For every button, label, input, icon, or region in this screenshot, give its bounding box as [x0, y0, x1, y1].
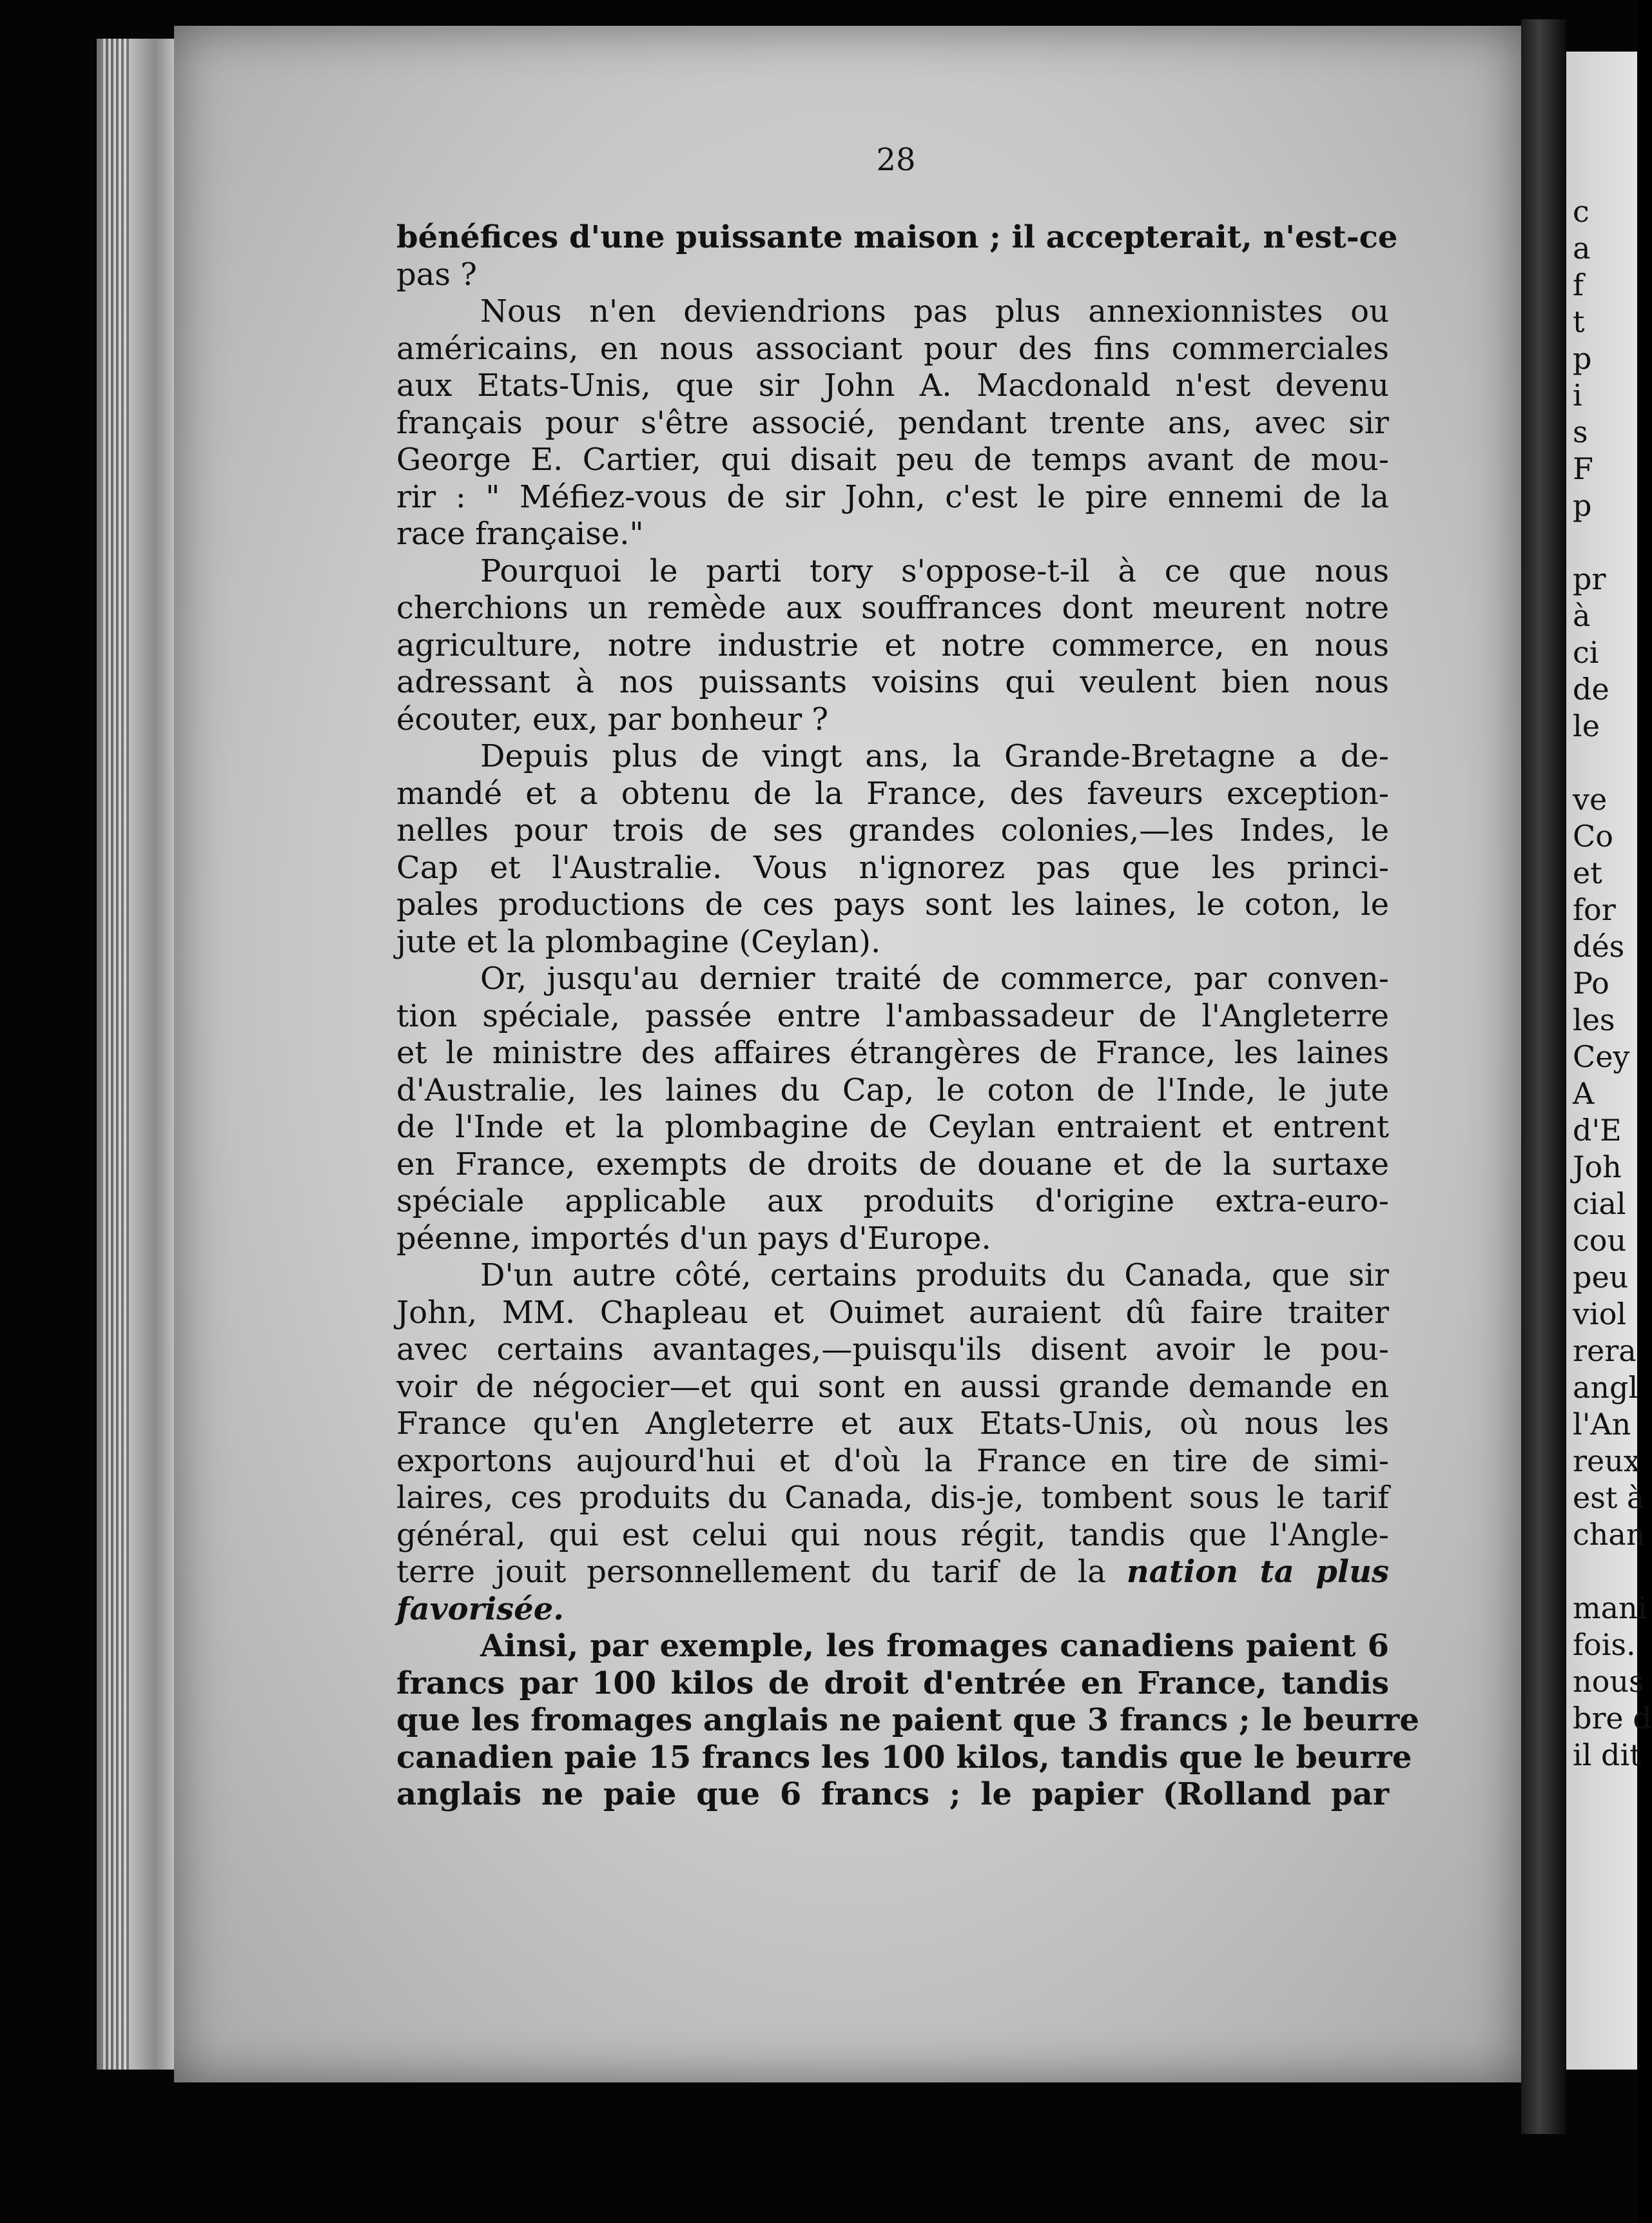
- text-line: [396, 293, 1389, 331]
- text-line-content: Ainsi, par exemple, les fromages canadiens paient 6: [480, 1628, 1389, 1664]
- text-line: [396, 1776, 1389, 1814]
- text-line: [396, 1554, 1389, 1591]
- text-line: [396, 850, 1389, 887]
- right-page-fragment: cou: [1573, 1223, 1627, 1258]
- right-page-fragment: bre d: [1573, 1701, 1652, 1736]
- right-page-fragment: a: [1573, 231, 1591, 266]
- page-edge-stack: [103, 39, 129, 2070]
- text-line: [396, 1183, 1389, 1220]
- text-line-content: D'un autre côté, certains produits du Canada, que sir: [480, 1257, 1389, 1293]
- text-line-content: John, MM. Chapleau et Ouimet auraient dû faire traiter: [396, 1294, 1389, 1331]
- text-line-content: favorisée.: [396, 1591, 564, 1627]
- text-line: [396, 1591, 1389, 1629]
- right-page-fragment: p: [1573, 341, 1592, 376]
- right-page-fragment: Co: [1573, 819, 1613, 854]
- right-page-fragment: reux: [1573, 1444, 1640, 1478]
- text-line-content: Cap et l'Australie. Vous n'ignorez pas que les princi-: [396, 849, 1389, 886]
- text-line-content: cherchions un remède aux souffrances dont meurent notre: [396, 590, 1389, 626]
- text-line-content: bénéfices d'une puissante maison ; il accepterait, n'est-ce: [396, 219, 1398, 255]
- right-page-fragment: i: [1573, 378, 1582, 413]
- right-page-fragment: est à: [1573, 1480, 1645, 1515]
- text-line-content: canadien paie 15 francs les 100 kilos, tandis que le beurre: [396, 1739, 1412, 1776]
- text-line-content: agriculture, notre industrie et notre commerce, en nous: [396, 627, 1389, 663]
- right-page-fragment: peu: [1573, 1260, 1629, 1295]
- text-line: [396, 1702, 1419, 1739]
- body-text: [396, 219, 1419, 1814]
- text-line: [396, 1146, 1389, 1184]
- right-page-fragment: c: [1573, 194, 1589, 229]
- right-page-fragment: ve: [1573, 782, 1608, 817]
- text-line-content: anglais ne paie que 6 francs ; le papier (Rolland par: [396, 1776, 1389, 1812]
- text-line-content: Depuis plus de vingt ans, la Grande-Bretagne a de-: [480, 738, 1389, 774]
- text-line-content: écouter, eux, par bonheur ?: [396, 701, 829, 738]
- text-line: [396, 1220, 1389, 1258]
- text-line-content: voir de négocier—et qui sont en aussi grande demande en: [396, 1368, 1389, 1405]
- right-page-fragment: dés: [1573, 929, 1625, 964]
- text-line-content: avec certains avantages,—puisqu'ils disent avoir le pou-: [396, 1331, 1389, 1367]
- right-page-fragment: A: [1573, 1076, 1595, 1111]
- page-number: [0, 142, 1637, 178]
- book-gutter: [1521, 19, 1566, 2134]
- right-page-fragment: f: [1573, 268, 1584, 302]
- right-page-fragment: F: [1573, 451, 1593, 486]
- right-page-text-fragments: [1573, 193, 1652, 1774]
- text-line: [396, 1480, 1389, 1517]
- right-page-fragment: p: [1573, 488, 1592, 523]
- right-page-fragment: le: [1573, 709, 1600, 743]
- right-page-fragment: l'An: [1573, 1407, 1631, 1442]
- right-page-fragment: à: [1573, 598, 1591, 633]
- text-line: [396, 924, 1389, 961]
- right-page-fragment: t: [1573, 304, 1585, 339]
- text-line-content: spéciale applicable aux produits d'origine extra-euro-: [396, 1183, 1389, 1219]
- text-line-content: pas ?: [396, 256, 477, 293]
- text-line-content: que les fromages anglais ne paient que 3 francs ; le beurre: [396, 1702, 1419, 1738]
- right-page-fragment: et: [1573, 856, 1602, 890]
- right-page-fragment: d'E: [1573, 1113, 1622, 1148]
- right-page-fragment: de: [1573, 672, 1609, 707]
- text-line: [396, 1369, 1389, 1406]
- right-page-fragment: nous: [1573, 1664, 1644, 1699]
- text-line-content: américains, en nous associant pour des fins commerciales: [396, 330, 1389, 367]
- text-line: [396, 516, 1389, 553]
- text-line: [396, 1628, 1389, 1665]
- right-page-fragment: rera: [1573, 1333, 1637, 1368]
- text-line: [396, 1331, 1389, 1369]
- right-page-fragment: Po: [1573, 966, 1609, 1001]
- text-line: [396, 998, 1389, 1035]
- text-line-content: en France, exempts de droits de douane et de la surtaxe: [396, 1146, 1389, 1182]
- text-line-content: terre jouit personnellement du tarif de la: [396, 1554, 1106, 1590]
- text-line: [396, 812, 1389, 850]
- right-page-fragment: for: [1573, 892, 1616, 927]
- text-line: [396, 701, 1389, 739]
- right-page-fragment: Cey: [1573, 1039, 1630, 1074]
- right-page-fragment: cial: [1573, 1186, 1626, 1221]
- text-line-content: laires, ces produits du Canada, dis-je, tombent sous le tarif: [396, 1480, 1389, 1516]
- right-page-fragment: s: [1573, 415, 1588, 449]
- text-line: [396, 367, 1389, 405]
- text-line: [396, 664, 1389, 701]
- right-page-fragment: [1573, 524, 1637, 561]
- text-line-content: exportons aujourd'hui et d'où la France en tire de simi-: [396, 1442, 1389, 1479]
- text-line-content: général, qui est celui qui nous régit, tandis que l'Angle-: [396, 1516, 1389, 1553]
- text-line-content: Pourquoi le parti tory s'oppose-t-il à ce que nous: [480, 553, 1389, 589]
- right-page-fragment: viol: [1573, 1297, 1627, 1331]
- right-page-fragment: chan: [1573, 1517, 1646, 1552]
- right-page-fragment: pr: [1573, 562, 1606, 596]
- right-page-fragment: [1573, 745, 1637, 781]
- text-line-content: Nous n'en deviendrions pas plus annexionnistes ou: [480, 293, 1389, 329]
- text-line: [396, 257, 1389, 294]
- text-line: [396, 886, 1389, 924]
- text-line: [396, 479, 1389, 516]
- text-line-content: pales productions de ces pays sont les laines, le coton, le: [396, 886, 1389, 923]
- right-page-fragment: fois.: [1573, 1627, 1636, 1662]
- right-page-fragment: angl: [1573, 1370, 1638, 1405]
- text-line: [396, 738, 1389, 776]
- text-line: [396, 1517, 1389, 1554]
- text-line: [396, 1665, 1389, 1703]
- text-line: [396, 1257, 1389, 1295]
- text-line-content: nelles pour trois de ses grandes colonies,—les Indes, le: [396, 812, 1389, 848]
- text-line: [396, 1405, 1389, 1443]
- text-line: [396, 1035, 1389, 1072]
- right-page-fragment: Joh: [1573, 1150, 1622, 1184]
- text-line-content: Or, jusqu'au dernier traité de commerce, par conven-: [480, 961, 1389, 997]
- text-line: [396, 1109, 1389, 1146]
- text-line: [396, 776, 1389, 813]
- text-line: [396, 219, 1398, 257]
- text-line-content: péenne, importés d'un pays d'Europe.: [396, 1220, 991, 1257]
- text-line-content: francs par 100 kilos de droit d'entrée en France, tandis: [396, 1665, 1389, 1701]
- right-page-fragment: il dit: [1573, 1738, 1642, 1772]
- text-line: [396, 590, 1389, 627]
- right-page-fragment: [1573, 1553, 1637, 1590]
- text-line-content: aux Etats-Unis, que sir John A. Macdonald n'est devenu: [396, 367, 1389, 404]
- text-line-content: de l'Inde et la plombagine de Ceylan entraient et entrent: [396, 1109, 1389, 1145]
- text-line: [396, 1739, 1412, 1777]
- page-number-text: 28: [876, 142, 916, 178]
- right-page-fragment: ci: [1573, 635, 1599, 670]
- text-line-content: George E. Cartier, qui disait peu de temps avant de mou-: [396, 442, 1389, 478]
- text-line: [396, 1295, 1389, 1332]
- right-page-fragment: mani: [1573, 1591, 1647, 1625]
- text-line: [396, 627, 1389, 665]
- text-line: [396, 1443, 1389, 1480]
- text-line: [396, 1072, 1389, 1110]
- text-line-content: adressant à nos puissants voisins qui veulent bien nous: [396, 664, 1389, 700]
- text-line: [396, 405, 1389, 442]
- text-line-content: rir : " Méfiez-vous de sir John, c'est le pire ennemi de la: [396, 478, 1389, 515]
- right-page-fragment: les: [1573, 1003, 1615, 1037]
- text-line-content: et le ministre des affaires étrangères de France, les laines: [396, 1035, 1389, 1071]
- text-line-content: mandé et a obtenu de la France, des faveurs exception-: [396, 775, 1389, 812]
- text-line-content: tion spéciale, passée entre l'ambassadeur de l'Angleterre: [396, 997, 1389, 1034]
- text-line: [396, 331, 1389, 368]
- text-line: [396, 961, 1389, 998]
- text-line: [396, 442, 1389, 479]
- text-line-content: race française.": [396, 516, 644, 552]
- text-line-content: France qu'en Angleterre et aux Etats-Unis, où nous les: [396, 1405, 1389, 1442]
- italic-text: nation ta plus: [1126, 1554, 1389, 1590]
- text-line: [396, 553, 1389, 591]
- text-line-content: français pour s'être associé, pendant trente ans, avec sir: [396, 404, 1389, 441]
- text-line-content: jute et la plombagine (Ceylan).: [396, 923, 881, 960]
- text-line-content: d'Australie, les laines du Cap, le coton de l'Inde, le jute: [396, 1072, 1389, 1108]
